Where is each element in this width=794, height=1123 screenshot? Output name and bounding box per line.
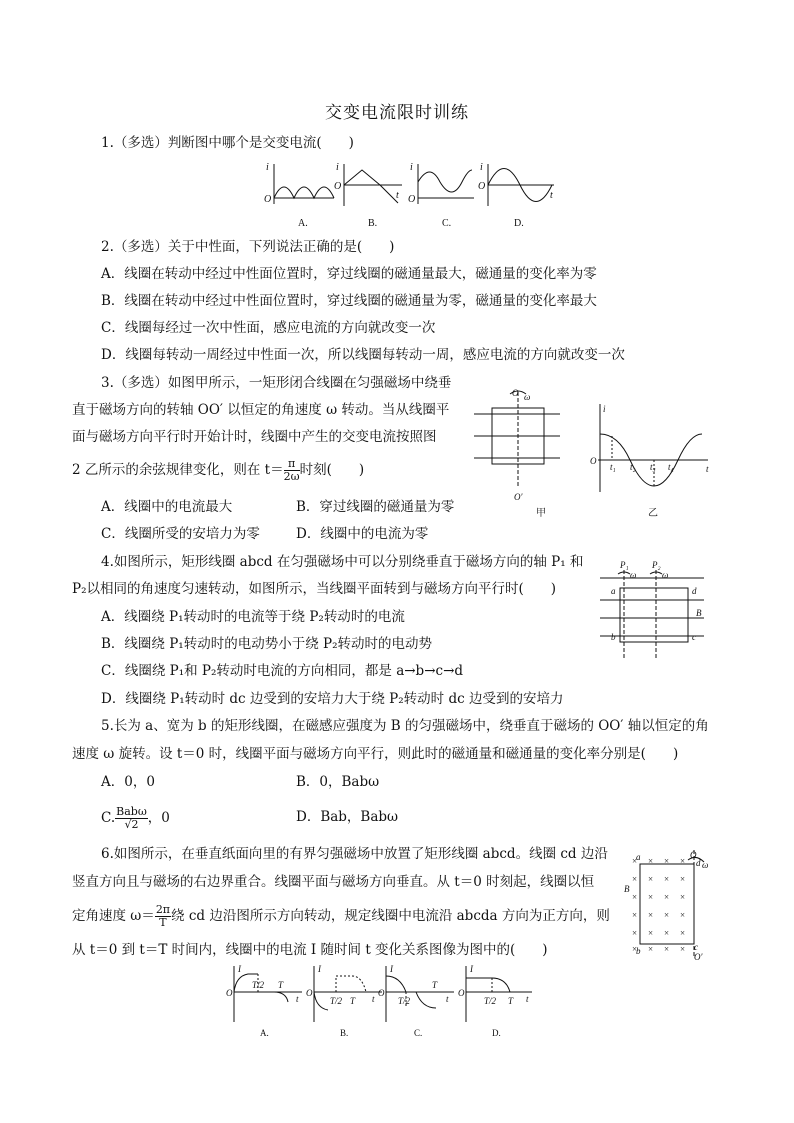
q1-axis-i-c: i bbox=[410, 162, 413, 173]
q5-option-b: B．0，Babω bbox=[296, 774, 380, 790]
q3-option-b: B．穿过线圈的磁通量为零 bbox=[296, 499, 455, 515]
q6-fraction bbox=[155, 904, 171, 929]
field-cross-mark: × bbox=[648, 874, 654, 884]
q3-fig-o2: O′ bbox=[514, 492, 523, 502]
q3-fig-label-jia: 甲 bbox=[536, 508, 546, 519]
q5-option-c-fraction bbox=[115, 806, 148, 831]
q6-graph-c-O: O bbox=[378, 988, 385, 998]
q5-option-c-pre: C. bbox=[101, 810, 116, 826]
field-cross-mark: × bbox=[680, 944, 686, 954]
q6-fig-a: a bbox=[636, 852, 641, 862]
q6-graph-label-c: C. bbox=[414, 1028, 423, 1038]
q4-option-c: C．线圈绕 P₁和 P₂转动时电流的方向相同，都是 a→b→c→d bbox=[101, 663, 464, 679]
q6-fig-c: c bbox=[694, 942, 698, 952]
q3-figure bbox=[470, 384, 720, 524]
q6-graph-d-t: t bbox=[526, 994, 529, 1004]
q6-line1: 6.如图所示，在垂直纸面向里的有界匀强磁场中放置了矩形线圈 abcd。线圈 cd 边沿 bbox=[101, 846, 608, 862]
q6-fig-d: d bbox=[696, 858, 701, 868]
q1-stem: 1.（多选）判断图中哪个是交变电流( ) bbox=[101, 135, 354, 151]
q6-graph-a-t: t bbox=[296, 994, 299, 1004]
field-cross-mark: × bbox=[648, 928, 654, 938]
q3-frac-den: 2ω bbox=[283, 470, 300, 483]
q3-fig-label-yi: 乙 bbox=[648, 508, 658, 519]
q6-graph-a-O: O bbox=[226, 988, 233, 998]
q5-option-c-num: Babω bbox=[116, 805, 147, 818]
field-cross-mark: × bbox=[632, 874, 638, 884]
q5-option-c-post: ，0 bbox=[147, 810, 170, 826]
field-cross-mark: × bbox=[680, 910, 686, 920]
field-cross-mark: × bbox=[664, 892, 670, 902]
q6-line3-post: 绕 cd 边沿图所示方向转动，规定线圈中电流沿 abcda 方向为正方向，则 bbox=[171, 908, 610, 924]
field-cross-mark: × bbox=[632, 892, 638, 902]
field-cross-mark: × bbox=[648, 910, 654, 920]
q3-fig-origin: O bbox=[590, 456, 597, 466]
q6-line3-pre: 定角速度 ω＝ bbox=[72, 908, 155, 924]
q4-fig-B: B bbox=[696, 608, 702, 618]
field-cross-mark: × bbox=[632, 910, 638, 920]
q6-graph-b-O: O bbox=[306, 988, 313, 998]
q4-figure bbox=[598, 560, 710, 660]
q1-origin-a: O bbox=[264, 194, 272, 205]
page-title: 交变电流限时训练 bbox=[325, 103, 469, 123]
q3-fig-i: i bbox=[603, 404, 606, 414]
q6-graph-d-half: T/2 bbox=[484, 996, 497, 1006]
q1-origin-c: O bbox=[408, 194, 416, 205]
field-cross-mark: × bbox=[680, 928, 686, 938]
q6-graph-d-O: O bbox=[458, 988, 465, 998]
q6-fig-omega: ω bbox=[702, 860, 709, 870]
q4-option-b: B．线圈绕 P₁转动时的电动势小于绕 P₂转动时的电动势 bbox=[101, 636, 432, 652]
q6-graph-a-T: T bbox=[278, 980, 284, 990]
q4-option-d: D．线圈绕 P₁转动时 dc 边受到的安培力大于绕 P₂转动时 dc 边受到的安培力 bbox=[101, 691, 564, 707]
q3-fraction bbox=[284, 458, 300, 483]
q4-option-a: A．线圈绕 P₁转动时的电流等于绕 P₂转动时的电流 bbox=[101, 609, 405, 625]
field-cross-mark: × bbox=[664, 928, 670, 938]
q1-axis-t-d: t bbox=[550, 190, 553, 201]
field-cross-mark: × bbox=[648, 856, 654, 866]
q5-option-c-den: √2 bbox=[124, 818, 139, 831]
q1-label-a: A. bbox=[298, 218, 308, 229]
q1-origin-b: O bbox=[334, 181, 342, 192]
q1-label-b: B. bbox=[368, 218, 378, 229]
field-cross-mark: × bbox=[680, 856, 686, 866]
q6-graph-d-T: T bbox=[508, 996, 514, 1006]
q5-option-d: D．Bab，Babω bbox=[296, 809, 399, 825]
q6-graph-d-I: I bbox=[470, 964, 473, 974]
q1-axis-i-b: i bbox=[336, 162, 339, 173]
field-cross-mark: × bbox=[632, 944, 638, 954]
q1-label-d: D. bbox=[514, 218, 524, 229]
field-cross-mark: × bbox=[680, 874, 686, 884]
q6-graph-a-I: I bbox=[238, 964, 241, 974]
field-cross-mark: × bbox=[680, 892, 686, 902]
q3-fig-t1: t₁ bbox=[610, 462, 616, 472]
q6-graphs bbox=[224, 962, 534, 1040]
q6-graph-label-b: B. bbox=[340, 1028, 349, 1038]
q6-graph-b-I: I bbox=[318, 964, 321, 974]
field-cross-mark: × bbox=[632, 928, 638, 938]
q6-graph-c-t: t bbox=[446, 994, 449, 1004]
q4-fig-omega2: ω bbox=[662, 570, 669, 580]
q5-line1: 5.长为 a、宽为 b 的矩形线圈，在磁感应强度为 B 的匀强磁场中，绕垂直于磁场的 OO′ 轴以恒定的角 bbox=[101, 718, 709, 734]
q2-option-d: D．线圈每转动一周经过中性面一次，所以线圈每转动一周，感应电流的方向就改变一次 bbox=[101, 347, 625, 363]
q3-fig-t4: t₄ bbox=[668, 462, 674, 472]
q6-fig-o2: O′ bbox=[694, 952, 703, 960]
field-cross-mark: × bbox=[632, 856, 638, 866]
q3-line4-pre: 2 乙所示的余弦规律变化，则在 t＝ bbox=[72, 462, 284, 478]
q4-fig-p2: P₂ bbox=[652, 560, 661, 570]
q4-fig-omega1: ω bbox=[630, 570, 637, 580]
q3-line4 bbox=[72, 458, 364, 483]
q6-graph-c-I: I bbox=[390, 964, 393, 974]
q4-fig-b: b bbox=[611, 632, 616, 642]
q6-graph-b-T: T bbox=[350, 996, 356, 1006]
q6-graph-label-a: A. bbox=[260, 1028, 269, 1038]
q3-option-c: C．线圈所受的安培力为零 bbox=[101, 526, 260, 542]
q6-graph-a-half: T/2 bbox=[252, 980, 265, 990]
q1-origin-d: O bbox=[478, 181, 486, 192]
q6-graph-label-d: D. bbox=[492, 1028, 501, 1038]
q3-line4-post: 时刻( ) bbox=[299, 462, 365, 478]
q1-axis-i-a: i bbox=[266, 162, 269, 173]
q6-line2: 竖直方向且与磁场的右边界重合。线圈平面与磁场方向垂直。从 t＝0 时刻起，线圈以恒 bbox=[72, 874, 595, 890]
q6-field-figure bbox=[622, 850, 714, 960]
q6-frac-num: 2π bbox=[155, 903, 171, 916]
q5-option-c bbox=[101, 806, 170, 831]
q3-fig-t: t bbox=[706, 464, 709, 474]
q4-line1: 4.如图所示，矩形线圈 abcd 在匀强磁场中可以分别绕垂直于磁场方向的轴 P₁ 和 bbox=[101, 554, 584, 570]
q2-option-a: A．线圈在转动中经过中性面位置时，穿过线圈的磁通量最大，磁通量的变化率为零 bbox=[101, 266, 597, 282]
q4-fig-a: a bbox=[611, 586, 616, 596]
q6-line4: 从 t＝0 到 t＝T 时间内，线圈中的电流 I 随时间 t 变化关系图像为图中的( ) bbox=[72, 942, 548, 958]
q3-option-a: A．线圈中的电流最大 bbox=[101, 499, 233, 515]
q6-line3 bbox=[72, 904, 610, 929]
q2-stem: 2.（多选）关于中性面，下列说法正确的是( ) bbox=[101, 239, 395, 255]
field-cross-mark: × bbox=[648, 892, 654, 902]
q3-fig-t2: t₂ bbox=[630, 462, 636, 472]
q3-frac-num: π bbox=[284, 458, 300, 471]
q4-fig-p1: P₁ bbox=[620, 560, 629, 570]
q3-line1: 3.（多选）如图甲所示，一矩形闭合线圈在匀强磁场中绕垂 bbox=[101, 375, 452, 391]
field-cross-mark: × bbox=[664, 910, 670, 920]
q2-option-b: B．线圈在转动中经过中性面位置时，穿过线圈的磁通量为零，磁通量的变化率最大 bbox=[101, 293, 597, 309]
q3-fig-omega: ω bbox=[524, 392, 531, 402]
field-cross-mark: × bbox=[664, 856, 670, 866]
q5-option-a: A．0，0 bbox=[101, 774, 155, 790]
q2-option-c: C．线圈每经过一次中性面，感应电流的方向就改变一次 bbox=[101, 320, 436, 336]
q3-option-d: D．线圈中的电流为零 bbox=[296, 526, 429, 542]
q6-graph-c-half: T/2 bbox=[398, 996, 411, 1006]
q3-fig-t3: t₃ bbox=[650, 462, 656, 472]
q6-fig-o: O bbox=[690, 850, 697, 860]
q3-line3: 面与磁场方向平行时开始计时，线圈中产生的交变电流按照图 bbox=[72, 429, 437, 445]
q3-fig-o: O bbox=[512, 388, 519, 398]
q5-line2: 速度 ω 旋转。设 t＝0 时，线圈平面与磁场方向平行，则此时的磁通量和磁通量的变化率分别是( ) bbox=[72, 746, 679, 762]
q1-axis-t-b: t bbox=[396, 190, 399, 201]
q4-line2: P₂以相同的角速度匀速转动，如图所示，当线圈平面转到与磁场方向平行时( ) bbox=[72, 581, 557, 597]
field-cross-mark: × bbox=[664, 874, 670, 884]
q6-frac-den: T bbox=[159, 916, 167, 929]
q1-axis-i-d: i bbox=[480, 162, 483, 173]
q1-label-c: C. bbox=[442, 218, 452, 229]
q4-fig-d: d bbox=[692, 586, 697, 596]
q6-fig-b: b bbox=[636, 946, 641, 956]
q6-graph-c-T: T bbox=[432, 980, 438, 990]
field-cross-mark: × bbox=[648, 944, 654, 954]
q6-fig-B: B bbox=[624, 884, 630, 894]
q3-line2: 直于磁场方向的转轴 OO′ 以恒定的角速度 ω 转动。当从线圈平 bbox=[72, 402, 450, 418]
q1-figure bbox=[262, 158, 562, 230]
q6-graph-b-t: t bbox=[372, 994, 375, 1004]
q4-fig-c: c bbox=[692, 632, 696, 642]
q6-graph-b-half: T/2 bbox=[330, 996, 343, 1006]
field-cross-mark: × bbox=[664, 944, 670, 954]
